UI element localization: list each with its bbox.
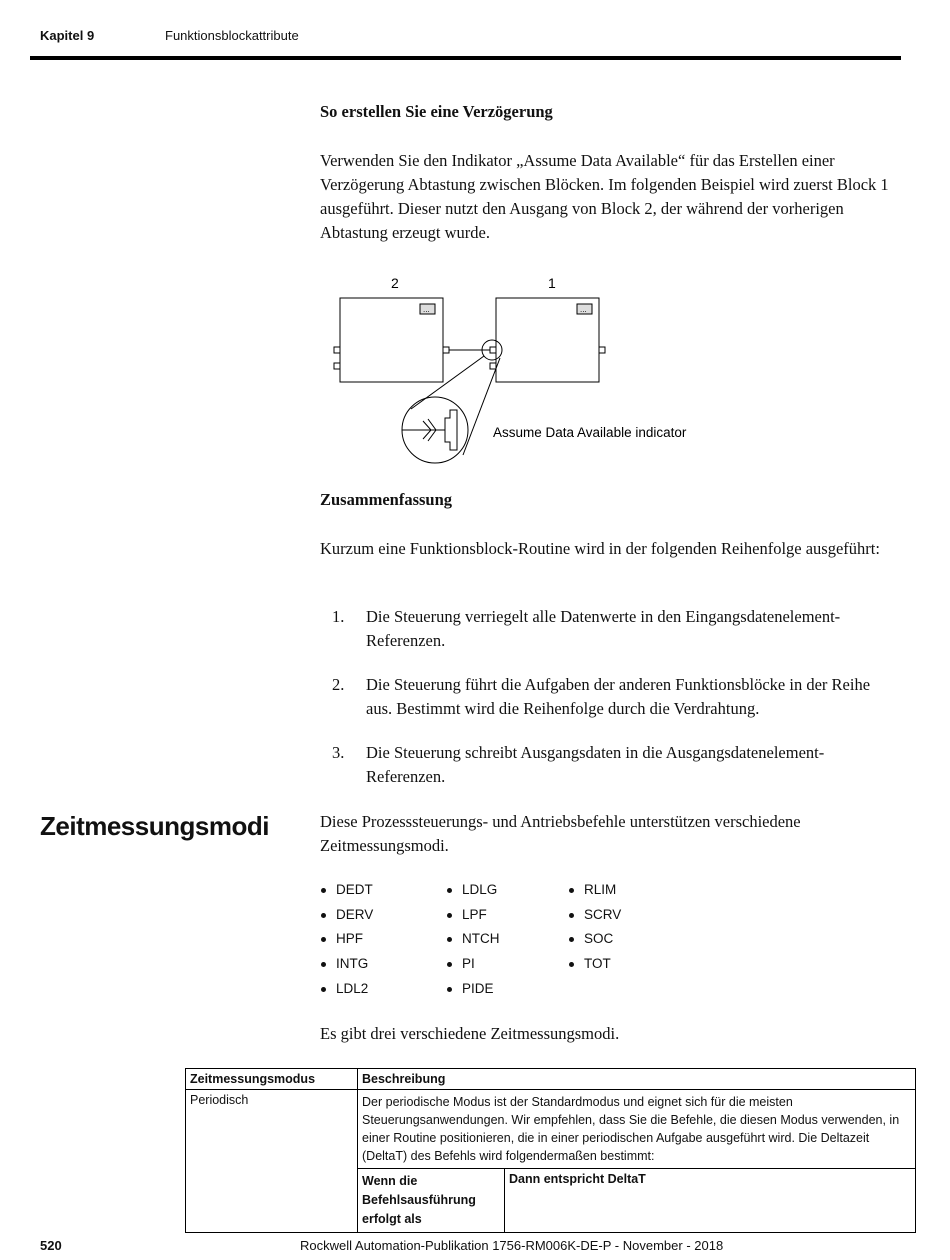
column-header-mode: Zeitmessungsmodus: [186, 1069, 358, 1090]
mode-cell: Periodisch: [186, 1090, 358, 1233]
summary-steps: [320, 605, 895, 809]
delay-heading: So erstellen Sie eine Verzögerung: [320, 102, 553, 121]
list-item: LDLG: [446, 878, 500, 903]
block-2-input-pin-2: [334, 363, 340, 369]
step-text: Die Steuerung schreibt Ausgangsdaten in die Ausgangsdatenelement-Referenzen.: [366, 743, 825, 786]
side-heading: Zeitmessungsmodi: [40, 811, 269, 841]
assume-data-available-icon: [445, 410, 457, 450]
list-item: [320, 741, 895, 789]
list-item: [320, 605, 895, 653]
list-item: LDL2: [320, 977, 373, 1002]
indicator-label: Assume Data Available indicator: [493, 425, 687, 440]
list-item: PI: [446, 952, 500, 977]
block-2-output-pin: [443, 347, 449, 353]
list-item: RLIM: [568, 878, 621, 903]
list-item: SOC: [568, 927, 621, 952]
step-text: Die Steuerung führt die Aufgaben der anderen Funktionsblöcke in der Reihe aus. Bestimmt wird die Reihenfolge durch die Verdrahtung.: [366, 675, 871, 718]
list-item: INTG: [320, 952, 373, 977]
list-item: [320, 673, 895, 721]
summary-heading: Zusammenfassung: [320, 490, 453, 509]
step-number: 3.: [332, 743, 345, 762]
step-text: Die Steuerung verriegelt alle Datenwerte in den Eingangsdatenelement-Referenzen.: [366, 607, 841, 650]
list-item: DEDT: [320, 878, 373, 903]
block-1-dots: ...: [580, 305, 587, 314]
instruction-list-col-1: [320, 878, 373, 1002]
inner-header-condition: Wenn die Befehlsausführung erfolgt als: [358, 1169, 505, 1232]
column-header-description: Beschreibung: [358, 1069, 916, 1090]
list-item: NTCH: [446, 927, 500, 952]
page-number: 520: [40, 1238, 62, 1253]
block-2-dots: ...: [423, 305, 430, 314]
step-number: 1.: [332, 607, 345, 626]
timing-outro: Es gibt drei verschiedene Zeitmessungsmodi.: [320, 1024, 620, 1043]
block-2-input-pin-1: [334, 347, 340, 353]
step-number: 2.: [332, 675, 345, 694]
assume-data-available-diagram: [320, 270, 740, 470]
list-item: PIDE: [446, 977, 500, 1002]
summary-intro: Kurzum eine Funktionsblock-Routine wird in der folgenden Reihenfolge ausgeführt:: [320, 539, 880, 558]
block-1-input-pin: [490, 347, 496, 353]
block-1-output-pin: [599, 347, 605, 353]
block-1-number: 1: [548, 275, 556, 291]
list-item: HPF: [320, 927, 373, 952]
list-item: LPF: [446, 903, 500, 928]
list-item: TOT: [568, 952, 621, 977]
section-title: Funktionsblockattribute: [165, 28, 299, 43]
delay-paragraph: Verwenden Sie den Indikator „Assume Data Available“ für das Erstellen einer Verzögerung Abtastung zwischen Blöcken. Im folgenden Beispiel wird zuerst Block 1 ausgeführt. Dieser nutzt den Ausgang von Block 2, der während der vorherigen Abtastung erzeugt wurde.: [320, 151, 889, 242]
inner-header-deltat: Dann entspricht DeltaT: [509, 1172, 646, 1186]
timing-intro: Diese Prozesssteuerungs- und Antriebsbefehle unterstützen verschiedene Zeitmessungsmodi.: [320, 812, 801, 855]
description-cell: Der periodische Modus ist der Standardmodus und eignet sich für die meisten Steuerungsanwendungen. Wir empfehlen, dass Sie die Befehle, die diesen Modus verwenden, in einer Routine positionieren, die in einer periodischen Aufgabe ausgeführt wird. Die Deltazeit (DeltaT) des Befehls wird folgendermaßen bestimmt:: [358, 1090, 916, 1169]
instruction-list-col-2: [446, 878, 500, 1002]
block-1-input-pin-2: [490, 363, 496, 369]
table-header-row: [186, 1069, 916, 1090]
chapter-label: Kapitel 9: [40, 28, 95, 43]
header-rule: [30, 56, 901, 60]
deltat-table: [358, 1169, 915, 1232]
table-row: [186, 1090, 916, 1169]
instruction-list-col-3: [568, 878, 621, 977]
nested-table-cell: [358, 1169, 916, 1233]
timing-modes-table: [185, 1068, 916, 1233]
list-item: DERV: [320, 903, 373, 928]
list-item: SCRV: [568, 903, 621, 928]
block-2-number: 2: [391, 275, 399, 291]
publication-info: Rockwell Automation-Publikation 1756-RM006K-DE-P - November - 2018: [300, 1238, 724, 1253]
